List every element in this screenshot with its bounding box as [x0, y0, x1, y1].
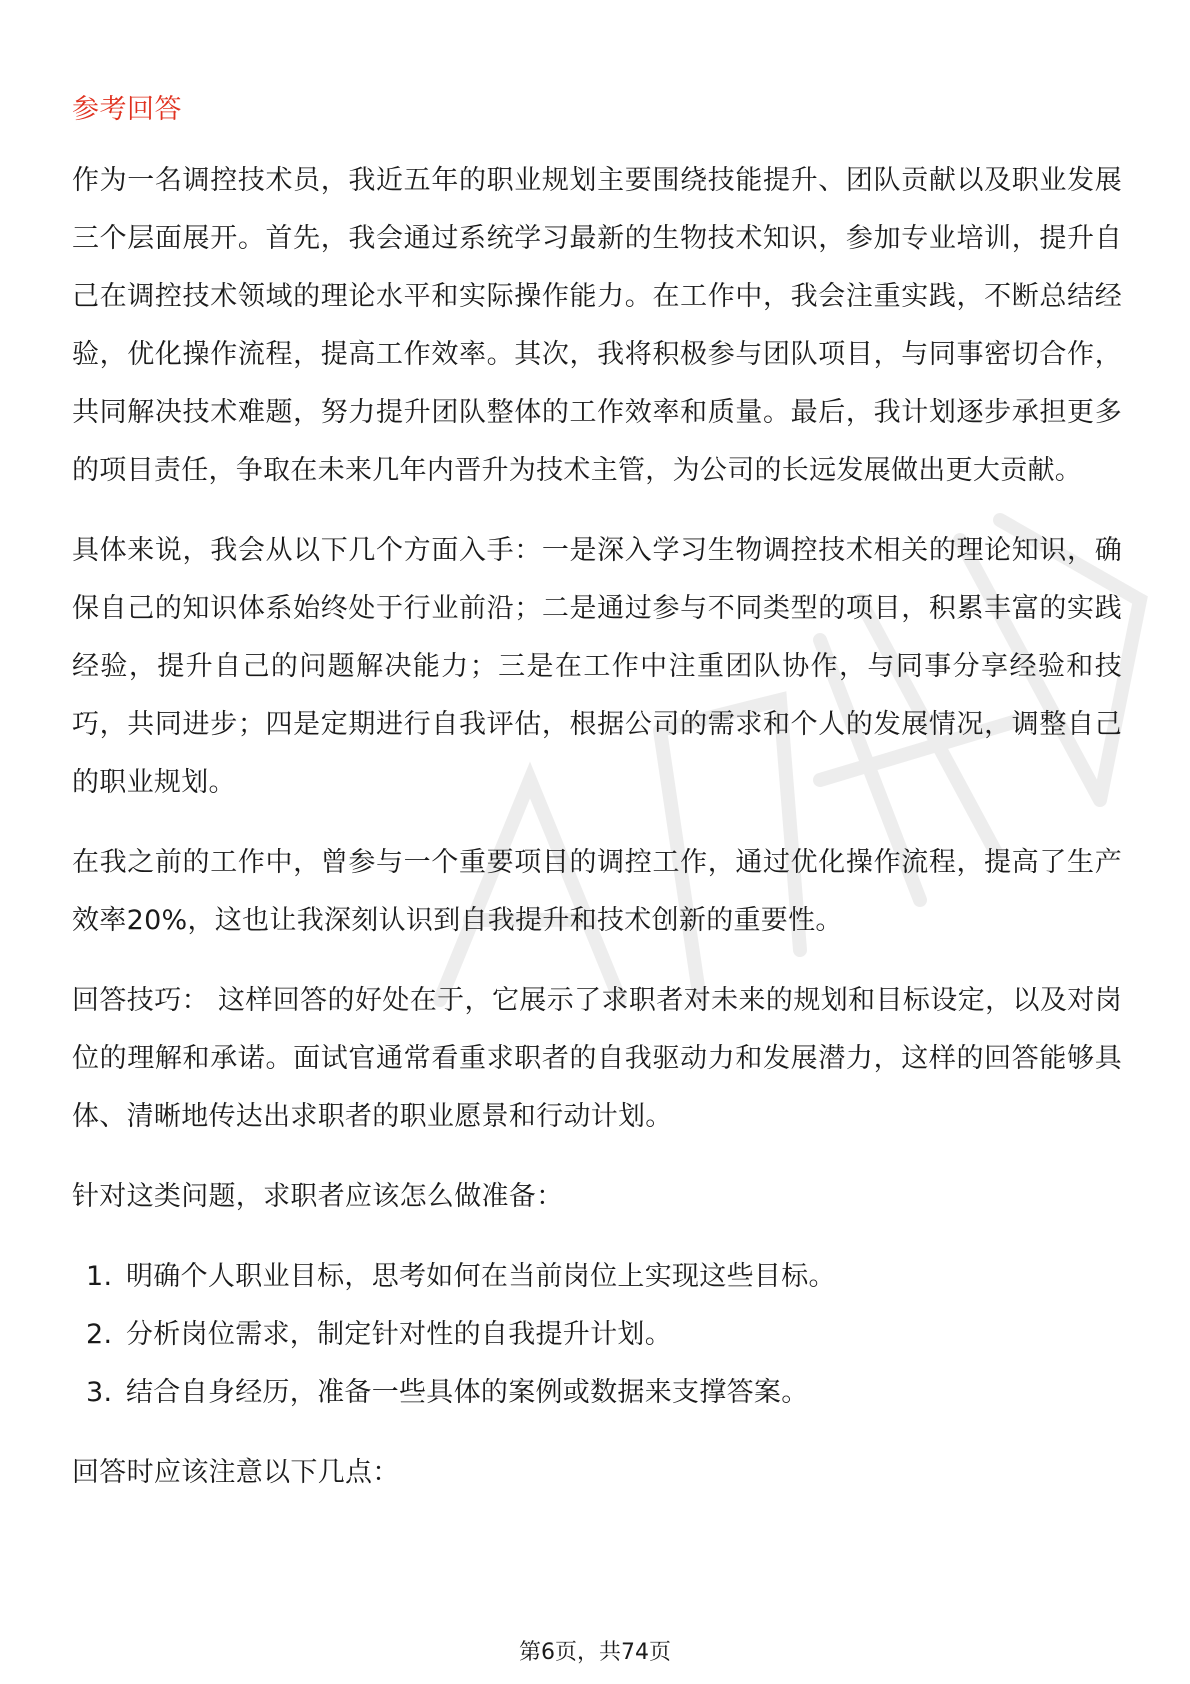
list-item-number: 3.: [86, 1377, 113, 1408]
list-item-text: 结合自身经历，准备一些具体的案例或数据来支撑答案。: [126, 1377, 809, 1408]
answer-paragraph-1: 作为一名调控技术员，我近五年的职业规划主要围绕技能提升、团队贡献以及职业发展三个层面展开。首先，我会通过系统学习最新的生物技术知识，参加专业培训，提升自己在调控技术领域的理论水平和实际操作能力。在工作中，我会注重实践，不断总结经验，优化操作流程，提高工作效率。其次，我将积极参与团队项目，与同事密切合作，共同解决技术难题，努力提升团队整体的工作效率和质量。最后，我计划逐步承担更多的项目责任，争取在未来几年内晋升为技术主管，为公司的长远发展做出更大贡献。: [72, 165, 1122, 486]
section-title: 参考回答: [72, 94, 182, 125]
list-item-number: 1.: [86, 1261, 113, 1292]
closing-line: 回答时应该注意以下几点：: [72, 1457, 400, 1488]
list-item-text: 分析岗位需求，制定针对性的自我提升计划。: [126, 1319, 672, 1350]
preparation-list: [72, 1248, 1122, 1422]
document-body: [72, 90, 1122, 1524]
tips-paragraph: 回答技巧： 这样回答的好处在于，它展示了求职者对未来的规划和目标设定，以及对岗位的理解和承诺。面试官通常看重求职者的自我驱动力和发展潜力，这样的回答能够具体、清晰地传达出求职者的职业愿景和行动计划。: [72, 985, 1122, 1132]
list-item-text: 明确个人职业目标，思考如何在当前岗位上实现这些目标。: [126, 1261, 836, 1292]
list-item: [86, 1364, 1122, 1422]
answer-paragraph-2: 具体来说，我会从以下几个方面入手：一是深入学习生物调控技术相关的理论知识，确保自己的知识体系始终处于行业前沿；二是通过参与不同类型的项目，积累丰富的实践经验，提升自己的问题解决能力；三是在工作中注重团队协作，与同事分享经验和技巧，共同进步；四是定期进行自我评估，根据公司的需求和个人的发展情况，调整自己的职业规划。: [72, 535, 1122, 798]
list-item-number: 2.: [86, 1319, 113, 1350]
page-number: 第6页，共74页: [519, 1640, 671, 1665]
answer-paragraph-3: 在我之前的工作中，曾参与一个重要项目的调控工作，通过优化操作流程，提高了生产效率20%，这也让我深刻认识到自我提升和技术创新的重要性。: [72, 847, 1122, 936]
list-item: [86, 1248, 1122, 1306]
preparation-intro: 针对这类问题，求职者应该怎么做准备：: [72, 1181, 564, 1212]
list-item: [86, 1306, 1122, 1364]
